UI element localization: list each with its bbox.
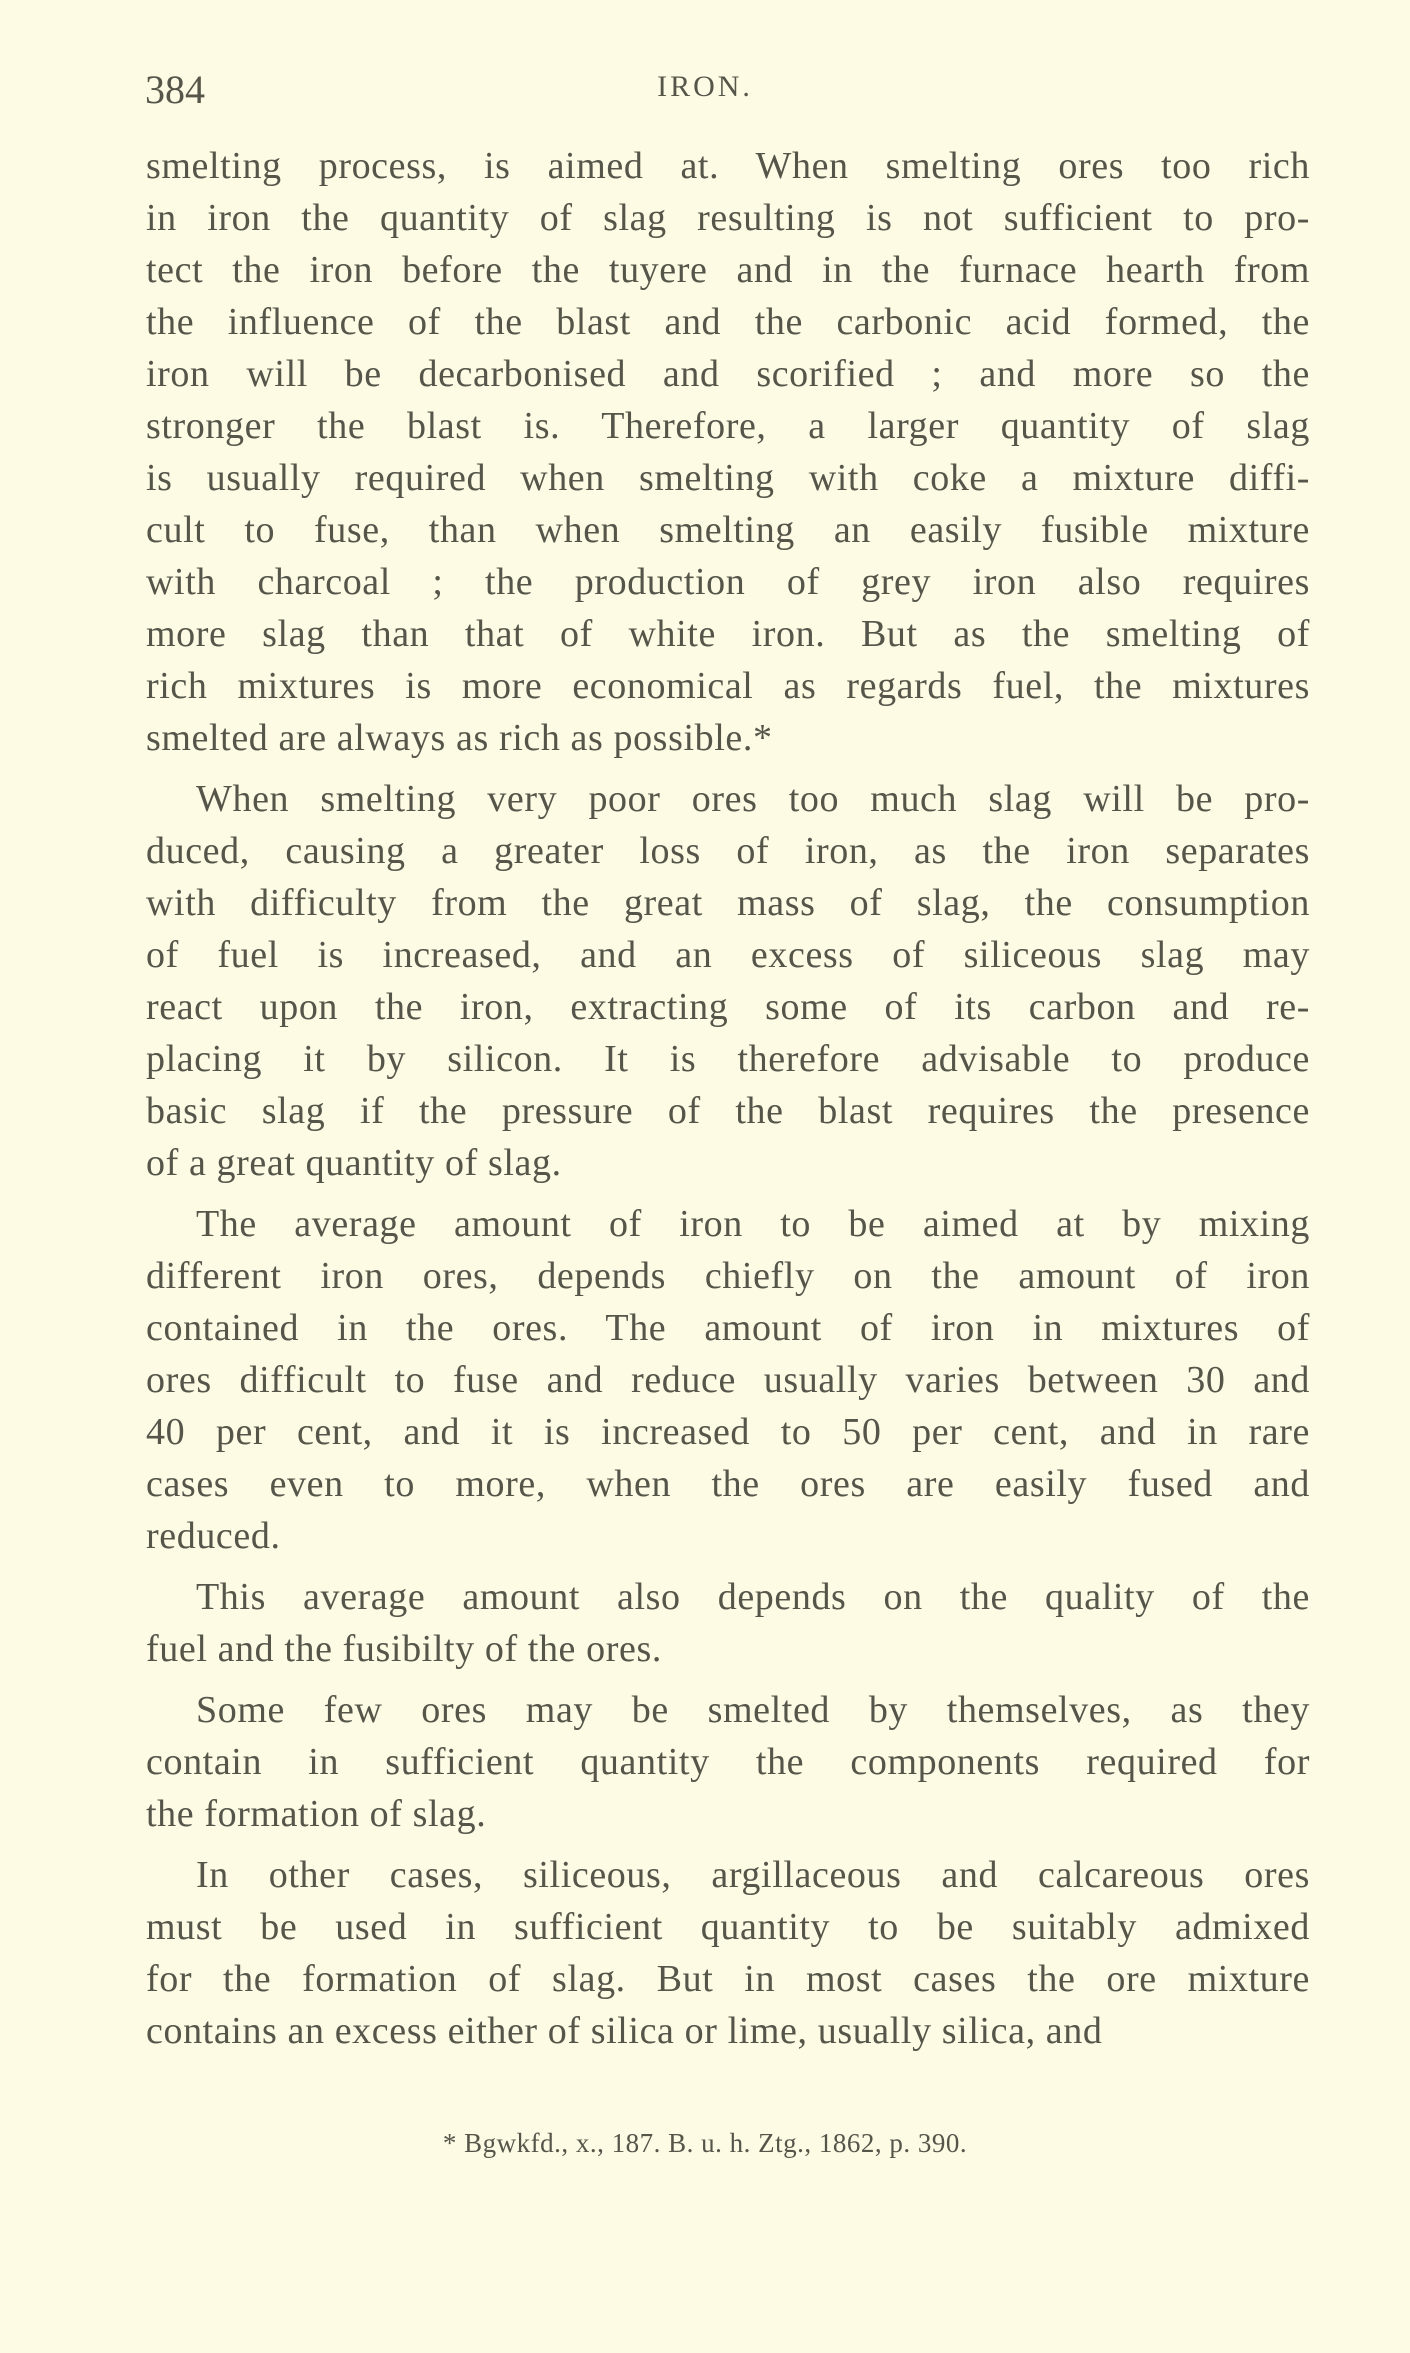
text-line: stronger the blast is. Therefore, a larger quantity of slag: [146, 405, 1310, 447]
text-line: more slag than that of white iron. But as the smelting of: [146, 613, 1310, 655]
text-line: The average amount of iron to be aimed at by mixing: [196, 1203, 1310, 1245]
text-line: fuel and the fusibilty of the ores.: [146, 1628, 662, 1670]
paragraph: [146, 1849, 1310, 2057]
text-line: contains an excess either of silica or lime, usually silica, and: [146, 2010, 1103, 2052]
text-line: smelting process, is aimed at. When smelting ores too rich: [146, 145, 1310, 187]
running-head: IRON.: [657, 70, 753, 103]
body-text: [146, 140, 1310, 2066]
text-line: When smelting very poor ores too much slag will be pro-: [196, 778, 1310, 820]
text-line: iron will be decarbonised and scorified ; and more so the: [146, 353, 1310, 395]
text-line: smelted are always as rich as possible.*: [146, 717, 773, 759]
text-line: duced, causing a greater loss of iron, as the iron separates: [146, 830, 1310, 872]
text-line: basic slag if the pressure of the blast requires the presence: [146, 1090, 1310, 1132]
footnote: * Bgwkfd., x., 187. B. u. h. Ztg., 1862, p. 390.: [442, 2128, 968, 2158]
text-line: rich mixtures is more economical as regards fuel, the mixtures: [146, 665, 1310, 707]
text-line: ores difficult to fuse and reduce usually varies between 30 and: [146, 1359, 1310, 1401]
text-line: Some few ores may be smelted by themselves, as they: [196, 1689, 1310, 1731]
paragraph: [146, 1684, 1310, 1840]
text-line: for the formation of slag. But in most cases the ore mixture: [146, 1958, 1310, 2000]
paragraph: [146, 1571, 1310, 1675]
text-line: must be used in sufficient quantity to be suitably admixed: [146, 1906, 1310, 1948]
text-line: with charcoal ; the production of grey iron also requires: [146, 561, 1310, 603]
text-line: tect the iron before the tuyere and in the furnace hearth from: [146, 249, 1310, 291]
text-line: different iron ores, depends chiefly on the amount of iron: [146, 1255, 1310, 1297]
paragraph: [146, 1198, 1310, 1562]
paragraph: [146, 140, 1310, 764]
page-number: 384: [145, 67, 205, 112]
text-line: reduced.: [146, 1515, 281, 1557]
text-line: the formation of slag.: [146, 1793, 487, 1835]
text-line: react upon the iron, extracting some of its carbon and re-: [146, 986, 1310, 1028]
text-line: is usually required when smelting with coke a mixture diffi-: [146, 457, 1310, 499]
text-line: of fuel is increased, and an excess of siliceous slag may: [146, 934, 1310, 976]
text-line: placing it by silicon. It is therefore advisable to produce: [146, 1038, 1310, 1080]
text-line: contained in the ores. The amount of iron in mixtures of: [146, 1307, 1310, 1349]
text-line: in iron the quantity of slag resulting is not sufficient to pro-: [146, 197, 1310, 239]
text-line: contain in sufficient quantity the components required for: [146, 1741, 1310, 1783]
text-line: 40 per cent, and it is increased to 50 per cent, and in rare: [146, 1411, 1310, 1453]
text-line: This average amount also depends on the quality of the: [196, 1576, 1310, 1618]
text-line: with difficulty from the great mass of slag, the consumption: [146, 882, 1310, 924]
text-line: cult to fuse, than when smelting an easily fusible mixture: [146, 509, 1310, 551]
paragraph: [146, 773, 1310, 1189]
text-line: cases even to more, when the ores are easily fused and: [146, 1463, 1310, 1505]
text-line: In other cases, siliceous, argillaceous and calcareous ores: [196, 1854, 1310, 1896]
text-line: the influence of the blast and the carbonic acid formed, the: [146, 301, 1310, 343]
text-line: of a great quantity of slag.: [146, 1142, 562, 1184]
